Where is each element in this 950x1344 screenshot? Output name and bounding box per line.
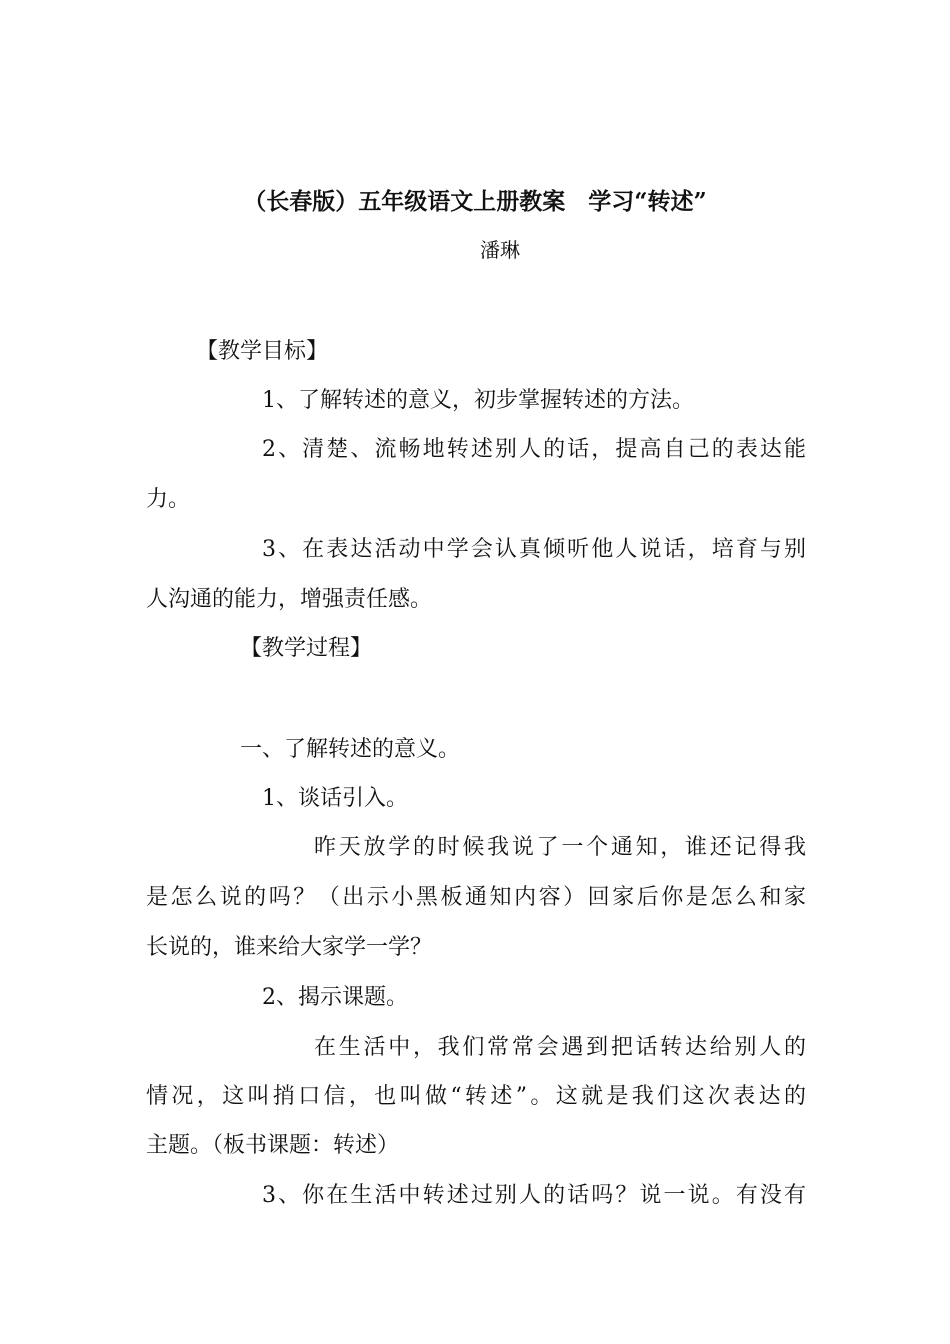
- paragraph-line: 情况，这叫捎口信，也叫做“转述”。这就是我们这次表达的: [146, 1084, 806, 1109]
- paragraph-line: 是怎么说的吗？（出示小黑板通知内容）回家后你是怎么和家: [146, 885, 806, 910]
- goal-item-3: 3、在表达活动中学会认真倾听他人说话，培育与别: [262, 537, 806, 562]
- section-heading-process: 【教学过程】: [240, 636, 373, 661]
- paragraph-line: 昨天放学的时候我说了一个通知，谁还记得我: [314, 835, 806, 860]
- paragraph-line: 长说的，谁来给大家学一学？: [146, 935, 433, 960]
- sub-step-3: 3、你在生活中转述过别人的话吗？说一说。有没有: [262, 1183, 806, 1208]
- sub-step-2: 2、揭示课题。: [262, 985, 408, 1010]
- section-heading-goals: 【教学目标】: [196, 339, 329, 364]
- paragraph-line: 在生活中，我们常常会遇到把话转达给别人的: [314, 1035, 806, 1060]
- document-author: 潘琳: [480, 238, 520, 262]
- sub-step-1: 1、谈话引入。: [262, 786, 408, 811]
- step-heading-1: 一、了解转述的意义。: [240, 737, 461, 762]
- paragraph-line: 主题。（板书课题：转述）: [146, 1133, 400, 1158]
- goal-item-1: 1、了解转述的意义，初步掌握转述的方法。: [262, 388, 694, 413]
- goal-item-2-cont: 力。: [146, 487, 191, 512]
- document-title: （长春版）五年级语文上册教案 学习“转述”: [243, 188, 707, 215]
- goal-item-2: 2、清楚、流畅地转述别人的话，提高自己的表达能: [262, 437, 806, 462]
- goal-item-3-cont: 人沟通的能力，增强责任感。: [146, 587, 433, 612]
